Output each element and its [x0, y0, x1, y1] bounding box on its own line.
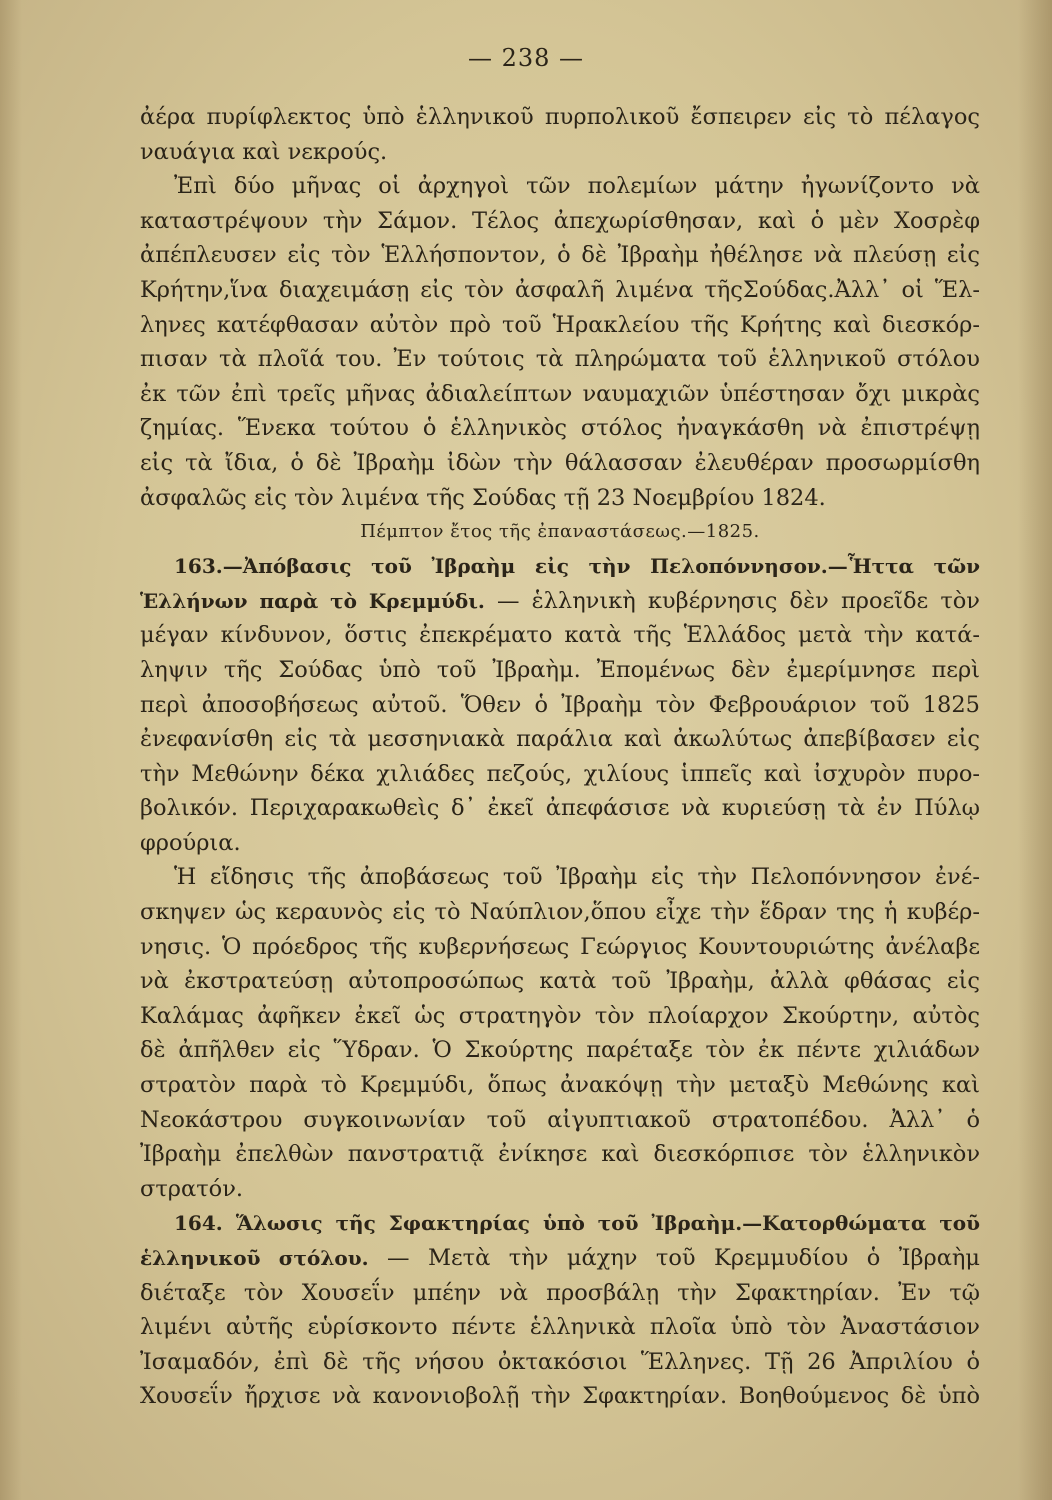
section-164-heading: [140, 1206, 980, 1241]
text-line: περὶ ἀποσοβήσεως αὐτοῦ. Ὅθεν ὁ Ἰβραὴμ τὸν Φεβρουάριον τοῦ 1825: [140, 691, 980, 718]
text-line: λιμένι αὐτῆς εὑρίσκοντο πέντε ἑλληνικὰ πλοῖα ὑπὸ τὸν Ἀναστάσιον: [140, 1314, 980, 1341]
text-line: βολικόν. Περιχαρακωθεὶς δ᾽ ἐκεῖ ἀπεφάσισε νὰ κυριεύσῃ τὰ ἐν Πύλῳ: [140, 795, 980, 822]
text-line: μέγαν κίνδυνον, ὅστις ἐπεκρέματο κατὰ τῆς Ἑλλάδος μετὰ τὴν κατά-: [140, 622, 980, 649]
text-line: Ἰβραὴμ ἐπελθὼν πανστρατιᾷ ἐνίκησε καὶ διεσκόρπισε τὸν ἑλληνικὸν: [140, 1141, 980, 1168]
text-line: ἀπέπλευσεν εἰς τὸν Ἑλλήσποντον, ὁ δὲ Ἰβραὴμ ἠθέλησε νὰ πλεύσῃ εἰς: [140, 242, 980, 269]
year-heading: Πέμπτον ἔτος τῆς ἐπαναστάσεως.—1825.: [360, 521, 760, 543]
text-line: δὲ ἀπῆλθεν εἰς Ὕδραν. Ὁ Σκούρτης παρέταξε τὸν ἐκ πέντε χιλιάδων: [140, 1037, 980, 1064]
section-number: 163.: [174, 554, 223, 579]
text-line: διέταξε τὸν Χουσεΐν μπέην νὰ προσβάλῃ τὴν Σφακτηρίαν. Ἐν τῷ: [140, 1279, 980, 1306]
text-line: Κρήτην,ἵνα διαχειμάσῃ εἰς τὸν ἀσφαλῆ λιμένα τῆςΣούδας.Ἀλλ᾽ οἱ Ἕλ-: [140, 276, 980, 303]
text-line: Χουσεΐν ἤρχισε νὰ κανονιοβολῇ τὴν Σφακτηρίαν. Βοηθούμενος δὲ ὑπὸ: [140, 1383, 980, 1410]
page-number: — 238 —: [467, 44, 585, 72]
page-shadow-left: [0, 0, 22, 1500]
section-163-heading: [140, 549, 980, 584]
text-line: Καλάμας ἀφῆκεν ἐκεῖ ὡς στρατηγὸν τὸν πλοίαρχον Σκούρτην, αὐτὸς: [140, 1002, 980, 1029]
page-shadow-right: [1018, 0, 1052, 1500]
text-line: νὰ ἐκστρατεύσῃ αὐτοπροσώπως κατὰ τοῦ Ἰβραὴμ, ἀλλὰ φθάσας εἰς: [140, 968, 980, 995]
text-line: Ἡ εἴδησις τῆς ἀποβάσεως τοῦ Ἰβραὴμ εἰς τὴν Πελοπόννησον ἐνέ-: [174, 864, 980, 891]
text-line: πισαν τὰ πλοῖά του. Ἐν τούτοις τὰ πληρώματα τοῦ ἑλληνικοῦ στόλου: [140, 346, 980, 373]
text-line: καταστρέψουν τὴν Σάμον. Τέλος ἀπεχωρίσθησαν, καὶ ὁ μὲν Χοσρὲφ: [140, 207, 980, 234]
text-line: ληψιν τῆς Σούδας ὑπὸ τοῦ Ἰβραὴμ. Ἐπομένως δὲν ἐμερίμνησε περὶ: [140, 656, 980, 683]
text-line: ἐνεφανίσθη εἰς τὰ μεσσηνιακὰ παράλια καὶ ἀκωλύτως ἀπεβίβασεν εἰς: [140, 726, 980, 753]
section-title-cont: Ἑλλήνων παρὰ τὸ Κρεμμύδι.: [140, 588, 485, 613]
section-title: Ἅλωσις τῆς Σφακτηρίας ὑπὸ τοῦ Ἰβραὴμ.—Κατορθώματα τοῦ: [235, 1211, 980, 1236]
section-title: —Ἀπόβασις τοῦ Ἰβραὴμ εἰς τὴν Πελοπόννησον.—Ἧττα τῶν: [222, 554, 980, 579]
text-line: φρούρια.: [140, 829, 241, 856]
text-line: ναυάγια καὶ νεκρούς.: [140, 138, 388, 165]
text-line: στρατόν.: [140, 1175, 244, 1202]
text-line: σκηψεν ὡς κεραυνὸς εἰς τὸ Ναύπλιον,ὅπου εἶχε τὴν ἕδραν της ἡ κυβέρ-: [140, 899, 980, 926]
section-164-heading-cont: [140, 1241, 980, 1276]
text-line: Ἐπὶ δύο μῆνας οἱ ἀρχηγοὶ τῶν πολεμίων μάτην ἠγωνίζοντο νὰ: [174, 173, 980, 200]
text-fragment: — ἑλληνικὴ κυβέρνησις δὲν προεῖδε τὸν: [484, 587, 980, 614]
text-line: Ἰσαμαδόν, ἐπὶ δὲ τῆς νήσου ὀκτακόσιοι Ἕλληνες. Τῇ 26 Ἀπριλίου ὁ: [140, 1348, 980, 1375]
text-line: τὴν Μεθώνην δέκα χιλιάδες πεζούς, χιλίους ἱππεῖς καὶ ἰσχυρὸν πυρο-: [140, 760, 980, 787]
text-line: νησις. Ὁ πρόεδρος τῆς κυβερνήσεως Γεώργιος Κουντουριώτης ἀνέλαβε: [140, 933, 980, 960]
text-line: ζημίας. Ἕνεκα τούτου ὁ ἑλληνικὸς στόλος ἠναγκάσθη νὰ ἐπιστρέψῃ: [140, 415, 980, 442]
text-line: εἰς τὰ ἴδια, ὁ δὲ Ἰβραὴμ ἰδὼν τὴν θάλασσαν ἐλευθέραν προσωρμίσθη: [140, 449, 980, 476]
text-line: Νεοκάστρου συγκοινωνίαν τοῦ αἰγυπτιακοῦ στρατοπέδου. Ἀλλ᾽ ὁ: [140, 1106, 980, 1133]
text-line: ληνες κατέφθασαν αὐτὸν πρὸ τοῦ Ἡρακλείου τῆς Κρήτης καὶ διεσκόρ-: [140, 311, 980, 338]
text-line: ἀσφαλῶς εἰς τὸν λιμένα τῆς Σούδας τῇ 23 Νοεμβρίου 1824.: [140, 484, 826, 511]
text-line: ἀέρα πυρίφλεκτος ὑπὸ ἑλληνικοῦ πυρπολικοῦ ἔσπειρεν εἰς τὸ πέλαγος: [140, 104, 980, 130]
section-title-cont: ἑλληνικοῦ στόλου.: [140, 1246, 369, 1270]
page-text: [140, 100, 980, 1414]
section-163-heading-cont: [140, 584, 980, 619]
text-line: ἐκ τῶν ἐπὶ τρεῖς μῆνας ἀδιαλείπτων ναυμαχιῶν ὑπέστησαν ὄχι μικρὰς: [140, 380, 980, 407]
text-line: στρατὸν παρὰ τὸ Κρεμμύδι, ὅπως ἀνακόψῃ τὴν μεταξὺ Μεθώνης καὶ: [140, 1072, 980, 1099]
section-number: 164.: [174, 1211, 223, 1236]
text-fragment: — Μετὰ τὴν μάχην τοῦ Κρεμμυδίου ὁ Ἰβραὴμ: [368, 1245, 980, 1271]
